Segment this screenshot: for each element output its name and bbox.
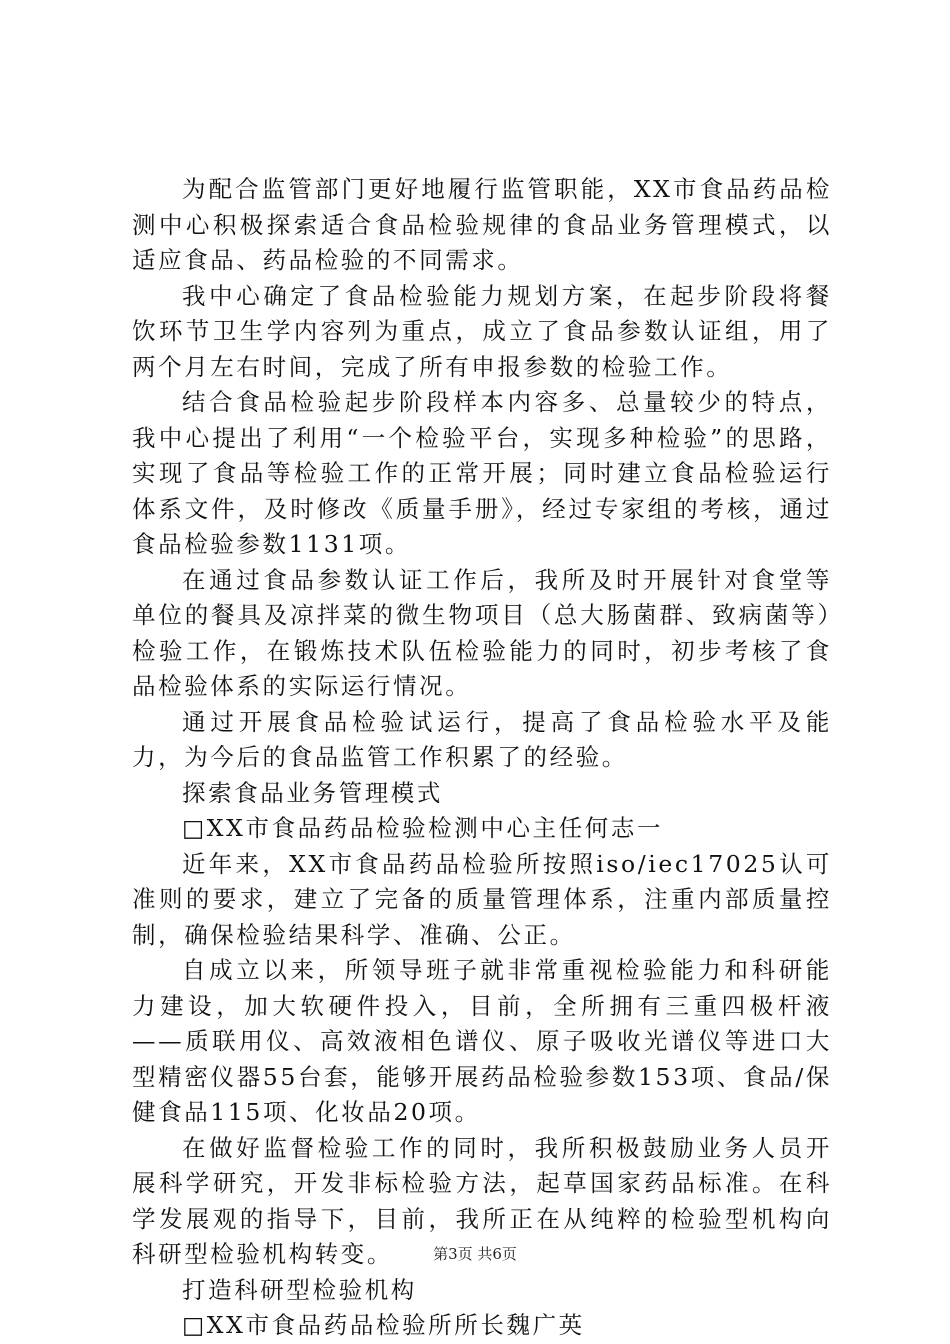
paragraph-iso: 近年来，XX市食品药品检验所按照iso/iec17025认可准则的要求，建立了完备的质量管理体系，注重内部质量控制，确保检验结果科学、准确、公正。 bbox=[132, 849, 832, 949]
page-number-footer: 第3页 共6页 bbox=[433, 1245, 517, 1263]
document-body bbox=[132, 172, 832, 1344]
paragraph-research: 在做好监督检验工作的同时，我所积极鼓励业务人员开展科学研究，开发非标检验方法，起草国家药品标准。在科学发展观的指导下，目前，我所正在从纯粹的检验型机构向科研型检验机构转变。 bbox=[132, 1133, 832, 1268]
section-heading-research-institute: 打造科研型检验机构 bbox=[182, 1275, 417, 1304]
section-heading-explore: 探索食品业务管理模式 bbox=[182, 778, 443, 807]
paragraph-platform: 结合食品检验起步阶段样本内容多、总量较少的特点，我中心提出了利用“一个检验平台，实现多种检验”的思路，实现了食品等检验工作的正常开展；同时建立食品检验运行体系文件，及时修改《质量手册》，经过专家组的考核，通过食品检验参数1131项。 bbox=[132, 388, 832, 558]
byline-wei-guangying: □XX市食品药品检验所所长魏广英 bbox=[182, 1311, 585, 1339]
paragraph-certification: 在通过食品参数认证工作后，我所及时开展针对食堂等单位的餐具及凉拌菜的微生物项目（总大肠菌群、致病菌等）检验工作，在锻炼技术队伍检验能力的同时，初步考核了食品检验体系的实际运行情况。 bbox=[132, 565, 832, 700]
paragraph-instruments: 自成立以来，所领导班子就非常重视检验能力和科研能力建设，加大软硬件投入，目前，全所拥有三重四极杆液——质联用仪、高效液相色谱仪、原子吸收光谱仪等进口大型精密仪器55台套，能够开展药品检验参数153项、食品/保健食品115项、化妆品20项。 bbox=[132, 956, 832, 1126]
paragraph-trial-run: 通过开展食品检验试运行，提高了食品检验水平及能力，为今后的食品监管工作积累了的经验。 bbox=[132, 707, 832, 771]
paragraph-intro: 为配合监管部门更好地履行监管职能，XX市食品药品检测中心积极探索适合食品检验规律的食品业务管理模式，以适应食品、药品检验的不同需求。 bbox=[132, 175, 832, 274]
byline-he-zhiyi: □XX市食品药品检验检测中心主任何志一 bbox=[182, 814, 664, 842]
paragraph-capability-plan: 我中心确定了食品检验能力规划方案，在起步阶段将餐饮环节卫生学内容列为重点，成立了食品参数认证组，用了两个月左右时间，完成了所有申报参数的检验工作。 bbox=[132, 281, 832, 381]
